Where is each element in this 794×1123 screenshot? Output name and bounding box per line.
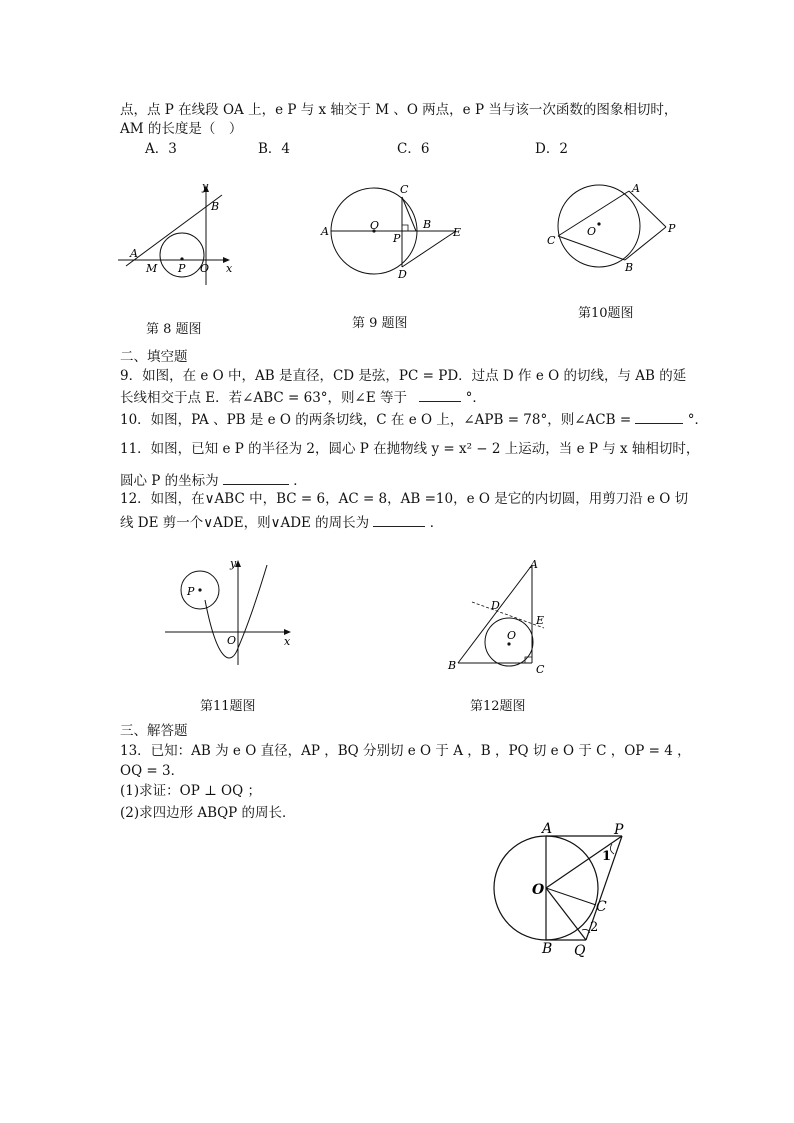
- figure-9: [318, 180, 468, 290]
- fig9-caption: 第 9 题图: [352, 316, 408, 331]
- q11-answer-blank[interactable]: [223, 470, 289, 485]
- fig8-label-b: B: [211, 200, 220, 213]
- fig12-label-e: E: [536, 614, 545, 627]
- q11-line1: 11．如图，已知 e P 的半径为 2，圆心 P 在抛物线 y = x² − 2 上运动，当 e P 与 x 轴相切时，: [120, 441, 700, 457]
- q13-line1: 13．已知：AB 为 e O 直径，AP ，BQ 分别切 e O 于 A ，B ，PQ 切 e O 于 C ，OP = 4 ，: [120, 743, 691, 759]
- fig10-label-b: B: [625, 261, 634, 274]
- fig12-label-a: A: [530, 558, 538, 571]
- q10-text: 10．如图，PA 、PB 是 e O 的两条切线，C 在 e O 上，∠APB = 78°，则∠ACB =: [120, 412, 632, 428]
- fig10-label-o: O: [587, 225, 597, 238]
- fig9-label-b: B: [423, 218, 432, 231]
- section3-heading: 三、解答题: [120, 723, 188, 739]
- fig12-label-c: C: [536, 663, 545, 676]
- q13-part1: (1)求证：OP ⊥ OQ ；: [120, 783, 261, 799]
- fig10-label-p: P: [668, 222, 676, 235]
- fig9-label-o: O: [370, 219, 380, 232]
- fig10-label-a: A: [632, 182, 640, 195]
- fig8-caption: 第 8 题图: [146, 322, 202, 337]
- figure-12: [440, 555, 560, 675]
- q13-part2: (2)求四边形 ABQP 的周长．: [120, 805, 296, 821]
- fig11-label-x: x: [284, 635, 291, 648]
- fig8-label-x: x: [226, 262, 233, 275]
- q9-line1: 9．如图，在 e O 中，AB 是直径，CD 是弦，PC = PD．过点 D 作 e O 的切线，与 AB 的延: [120, 368, 687, 384]
- q12-end: ．: [429, 515, 444, 531]
- fig11-caption: 第11题图: [200, 699, 256, 714]
- fig8-label-o: O: [200, 262, 210, 275]
- fig9-label-e: E: [453, 226, 462, 239]
- q12-answer-blank[interactable]: [373, 512, 425, 527]
- q9-answer-blank[interactable]: [419, 387, 461, 402]
- fig11-label-p: P: [187, 585, 195, 598]
- q10-line: [120, 409, 708, 429]
- fig13-label-b: B: [542, 941, 553, 957]
- q8-option-c: C．6: [397, 141, 430, 157]
- fig8-label-a: A: [130, 247, 138, 260]
- fig12-label-b: B: [448, 659, 457, 672]
- q11-end: ．: [293, 473, 307, 489]
- figure-13: [490, 820, 640, 960]
- q12-line1: 12．如图，在∨ABC 中，BC = 6，AC = 8，AB =10，e O 是它的内切圆，用剪刀沿 e O 切: [120, 491, 689, 507]
- fig13-label-2: 2: [590, 920, 599, 935]
- q8-option-b: B．4: [258, 141, 291, 157]
- fig9-label-p: P: [393, 232, 401, 245]
- fig13-label-p: P: [614, 822, 624, 838]
- q9-line2-end: °．: [465, 390, 486, 406]
- figure-10: [543, 178, 683, 278]
- q9-line2: [120, 387, 486, 407]
- q11-text: 圆心 P 的坐标为: [120, 473, 219, 489]
- q10-end: °．: [687, 412, 708, 428]
- fig11-label-y: y: [230, 557, 237, 570]
- fig10-label-c: C: [547, 234, 556, 247]
- q12-text: 线 DE 剪一个∨ADE，则∨ADE 的周长为: [120, 515, 370, 531]
- fig13-label-1: 1: [602, 849, 612, 864]
- figure-11: [160, 555, 300, 675]
- fig8-label-m: M: [146, 262, 158, 275]
- fig9-label-c: C: [400, 183, 409, 196]
- fig12-label-o: O: [507, 629, 517, 642]
- q8-line2: AM 的长度是（ ）: [120, 121, 243, 137]
- q9-line2-text: 长线相交于点 E．若∠ABC = 63°，则∠E 等于: [120, 390, 407, 406]
- q8-option-d: D．2: [535, 141, 568, 157]
- section2-heading: 二、填空题: [120, 349, 188, 365]
- q13-line2: OQ = 3．: [120, 763, 185, 779]
- fig13-label-c: C: [596, 899, 607, 915]
- fig13-label-a: A: [542, 821, 553, 837]
- fig13-label-q: Q: [574, 943, 586, 959]
- fig10-caption: 第10题图: [578, 306, 634, 321]
- fig9-label-a: A: [321, 225, 329, 238]
- fig12-caption: 第12题图: [470, 699, 526, 714]
- fig12-label-d: D: [491, 599, 500, 612]
- fig13-label-o: O: [532, 882, 545, 898]
- q12-line2: [120, 512, 443, 532]
- q8-option-a: A．3: [145, 141, 177, 157]
- fig11-label-o: O: [227, 634, 237, 647]
- fig8-label-y: y: [202, 180, 209, 193]
- figure-8: [118, 180, 238, 290]
- q8-line1: 点，点 P 在线段 OA 上，e P 与 x 轴交于 M 、O 两点，e P 当与该一次函数的图象相切时，: [120, 102, 678, 118]
- fig9-label-d: D: [398, 268, 407, 281]
- q10-answer-blank[interactable]: [635, 409, 683, 424]
- fig8-label-p: P: [178, 262, 186, 275]
- q11-line2: [120, 470, 307, 490]
